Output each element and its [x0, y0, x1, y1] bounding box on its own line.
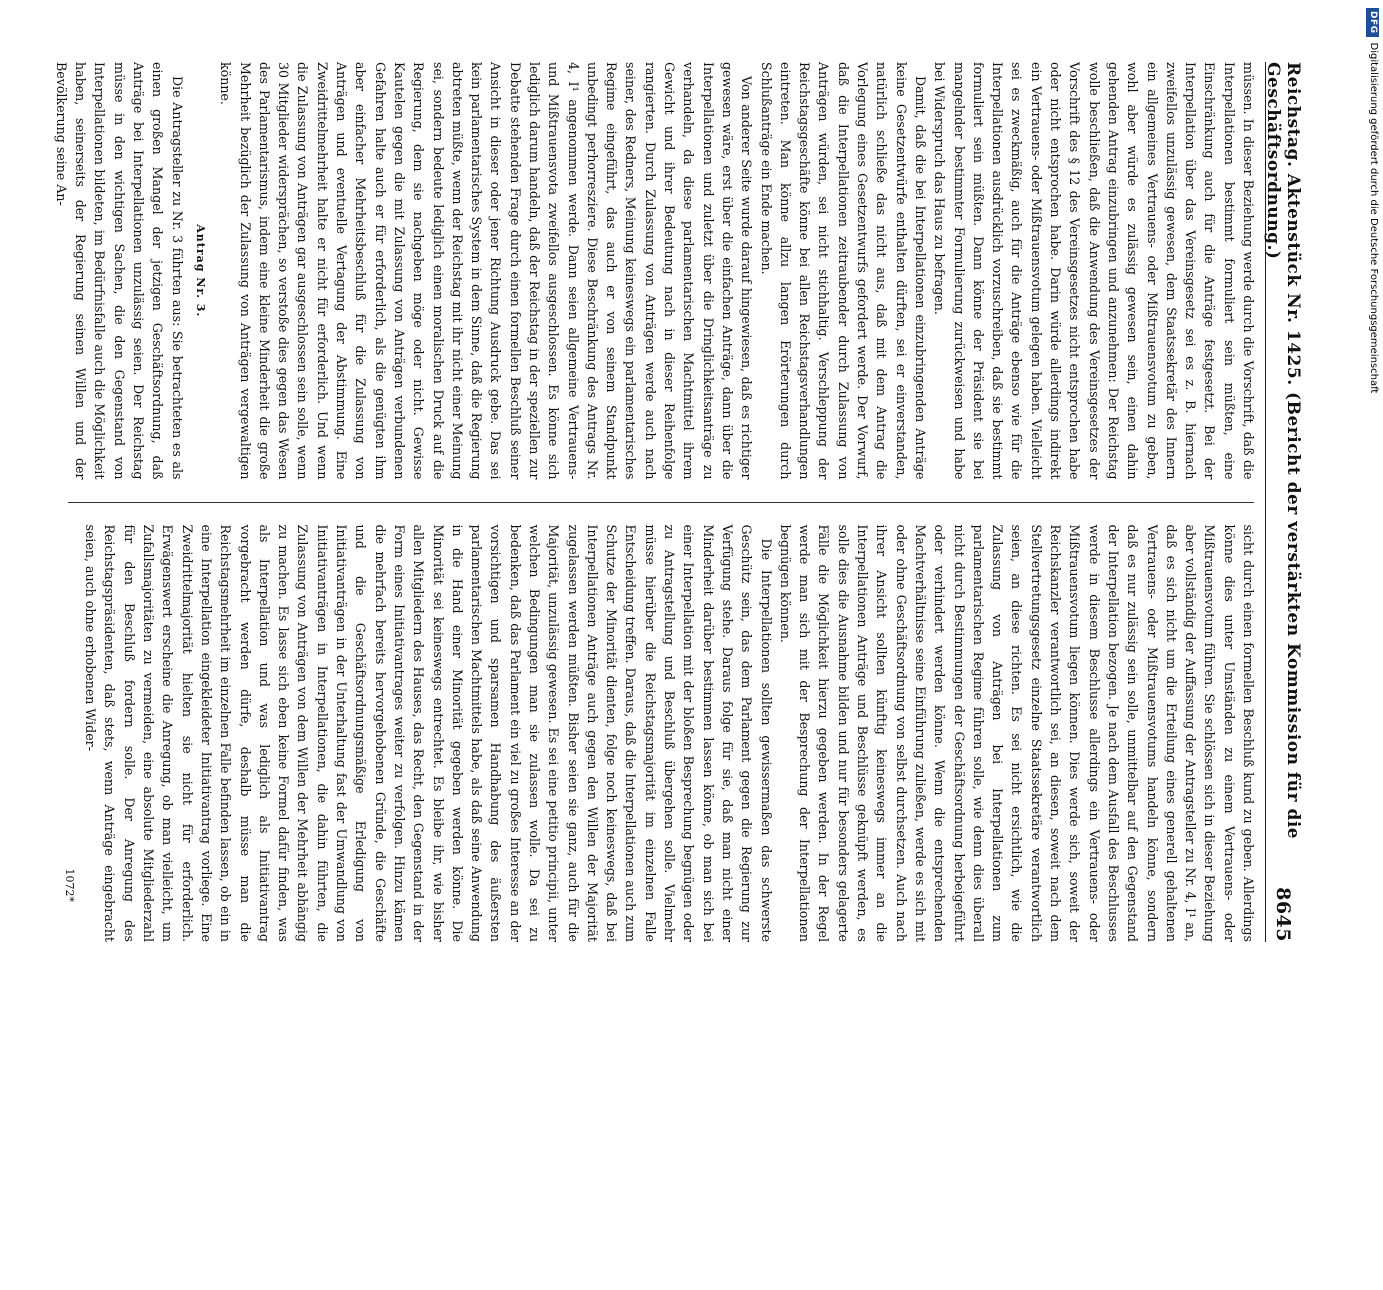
rotated-page-content: [53, 62, 1303, 942]
paragraph: sicht durch einen formellen Beschluß kund zu geben. Allerdings könne dies unter Umständen zu einem Vertrauens- oder Mißtrauensvotum führen. Sie schlössen sich in dieser Beziehung aber vollständig der Auffassung der Antragsteller zu Nr. 4, I¹ an, daß es sich nicht um die Erteilung eines generell gehaltenen Vertrauens- oder Mißtrauensvotums handeln könne, sondern daß es nur zulässig sein solle, unmittelbar auf den Gegenstand der Interpellation bezogen. Je nach dem Ausfall des Beschlusses werde in diesem Beschlusse allerdings ein Vertrauens- oder Mißtrauensvotum liegen können. Dies werde sich, soweit der Reichskanzler verantwortlich sei, an diesen, soweit nach dem Stellvertretungsgesetz einzelne Staatssekretäre verantwortlich seien, an diese richten. Es sei nicht ersichtlich, wie die Zulassung von Anträgen bei Interpellationen zum parlamentarischen Regime führen solle, wie denn dies überall nicht durch Bestimmungen der Geschäftsordnung herbeigeführt oder verhindert werden könne. Wenn die entsprechenden Machtverhältnisse seine Einführung zuließen, werde es sich mit oder ohne Geschäftsordnung von selbst durchsetzen. Auch nach ihrer Ansicht sollten künftig keineswegs immer an die Interpellationen Anträge und Beschlüsse geknüpft werden, es solle dies die Ausnahme bilden und nur für besonders gelagerte Fälle die Möglichkeit hierzu gegeben werden. In der Regel werde man sich mit der Besprechung der Interpellationen begnügen können.: [777, 524, 1256, 942]
paragraph: Damit, daß die bei Interpellationen einzubringenden Anträge keine Gesetzentwürfe enthalten dürften, sei er einverstanden, natürlich schließe das nicht aus, daß mit dem Antrag die Vorlegung eines Gesetzentwurfs gefordert werde. Der Vorwurf, daß die Interpellationen zeitraubender durch Zulassung von Anträgen würden, sei nicht stichhaltig. Verschleppung der Reichstagsgeschäfte könne bei allen Reichstagsverhandlungen eintreten. Man könne allzu langen Erörterungen durch Schlußanträge ein Ende machen.: [758, 62, 928, 480]
paragraph: Die Interpellationen sollten gewissermaßen das schwerste Geschütz sein, das dem Parlament gegen die Regierung zur Verfügung stehe. Daraus folge für sie, daß man nicht einer Minderheit darüber bestimmen lassen könne, ob man sich bei einer Interpellation mit der bloßen Besprechung begnügen oder zu Antragstellung und Beschluß übergehen solle. Vielmehr müsse hierüber die Reichstagsmajorität im einzelnen Falle Entscheidung treffen. Daraus, daß die Interpellationen auch zum Schutze der Minorität dienten, folge noch keineswegs, daß bei Interpellationen Anträge auch gegen den Willen der Majorität zugelassen werden müßten. Bisher seien sie ganz, auch für die Majorität, unzulässig gewesen. Es sei eine petitio principii, unter welchen Bedingungen man sie zulassen wolle. Da sei zu bedenken, daß das Parlament ein viel zu großes Interesse an der vorsichtigen und sparsamen Handhabung des äußersten parlamentarischen Machtmittels habe, als daß seine Anwendung in die Hand einer Minorität gegeben werden könne. Die Minorität sei keineswegs entrechtet. Es bleibe ihr, wie bisher allen Mitgliedern des Hauses, das Recht, den Gegenstand in der Form eines Initiativantrages weiter zu verfolgen. Hinzu kämen die mehrfach bereits hervorgehobenen Gründe, die Geschäfte und die Geschäftsordnungsmäßige Erledigung von Initiativanträgen in der Unterhaltung fast der Umwandlung von Initiativanträgen in Interpellationen, die dahin führten, die Zulassung von Anträgen von dem Willen der Mehrheit abhängig zu machen. Es lasse sich eben keine Formel dafür finden, was als Interpellation und was lediglich als Initiativantrag vorgebracht werden dürfe, deshalb müsse man die Reichstagsmehrheit im einzelnen Falle befinden lassen, ob ein in eine Interpellation eingekleideter Initiativantrag vorliege. Eine Zweidrittelmajorität hielten sie nicht für erforderlich. Erwägenswert erscheine die Anregung, ob man vielleicht, um Zufallsmajoritäten zu vermeiden, eine absolute Mitgliederzahl für den Beschluß fordern solle. Der Anregung des Reichstagspräsidenten, daß stets, wenn Anträge eingebracht seien, auch ohne erhobenen Wider-: [83, 524, 774, 942]
section-subheading: Antrag Nr. 3.: [193, 224, 207, 318]
right-column: [63, 524, 1258, 943]
running-header: [1263, 62, 1303, 942]
paragraph: Die Antragsteller zu Nr. 3 führten aus: Sie betrachteten es als einen großen Mangel der jetzigen Geschäftsordnung, daß Anträge bei Interpellationen unzulässig seien. Der Reichstag müsse in den wichtigen Sachen, die den Gegenstand von Interpellationen bildeten, im Bedürfnisfalle auch die Möglichkeit haben, seinerseits der Regierung seinen Willen und der Bevölkerung seine An-: [53, 62, 185, 480]
column-divider: [68, 502, 1254, 503]
page-number: 8645: [1272, 887, 1294, 942]
header-title: Reichstag. Aktenstück Nr. 1425. (Bericht der verstärkten Kommission für die Geschäftsordnung.): [1263, 62, 1303, 840]
credit-text: Digitalisierung gefördert durch die Deutsche Forschungsgemeinschaft: [1368, 42, 1379, 394]
left-column: [53, 62, 1258, 480]
digitization-credit: [1366, 8, 1380, 988]
paragraph: müssen. In dieser Beziehung werde durch die Vorschrift, daß die Interpellationen bestimmt formuliert sein müßten, eine Einschränkung auch für die Anträge festgesetzt. Bei der Interpellation über das Vereinsgesetz sei es z. B. hiernach zweifellos unzulässig gewesen, dem Staatssekretär des Innern ein allgemeines Vertrauens- oder Mißtrauensvotum zu geben, wohl aber würde es zulässig gewesen sein, einen dahin gehenden Antrag einzubringen und anzunehmen: Der Reichstag wolle beschließen, daß die Anwendung des Vereinsgesetzes der Vorschrift des § 12 des Vereinsgesetzes nicht entsprochen habe oder nicht entsprochen habe. Darin würde allerdings indirekt ein Vertrauens- oder Mißtrauensvotum gelegen haben. Vielleicht sei es zweckmäßig, auch für die Anträge ebenso wie für die Interpellationen ausdrücklich vorzuschreiben, daß sie bestimmt formuliert sein müßten. Dann könne der Präsident sie bei mangelnder bestimmter Formulierung zurückweisen und habe bei Widerspruch das Haus zu befragen.: [932, 62, 1256, 480]
text-columns: [53, 62, 1258, 942]
dfg-logo: DFG: [1367, 8, 1380, 37]
paragraph: Von anderer Seite wurde darauf hingewiesen, daß es richtiger gewesen wäre, erst über die einfachen Anträge, dann über die Interpellationen und zuletzt über die Dringlichkeitsanträge zu verhandeln, da diese parlamentarischen Machtmittel ihrem Gewicht und ihrer Bedeutung nach in dieser Reihenfolge rangierten. Durch Zulassung von Anträgen werde auch nach seiner, des Redners, Meinung keineswegs ein parlamentarisches Regime eingeführt, das auch er von seinem Standpunkt unbedingt perhorresziere. Diese Beschränkung des Antrags Nr. 4, I¹ angenommen werde. Dann seien allgemeine Vertrauens- und Mißtrauensvota zweifellos ausgeschlossen. Es könne sich lediglich darum handeln, daß der Reichstag in der speziellen zur Debatte stehenden Frage durch einen formellen Beschluß seiner Ansicht in dieser oder jener Richtung Ausdruck gebe. Das sei kein parlamentarisches System in dem Sinne, daß die Regierung abtreten müßte, wenn der Reichstag mit ihr nicht einer Meinung sei, sondern bedeute lediglich einen moralischen Druck auf die Regierung, dem sie nachgeben möge oder nicht. Gewisse Kautelen gegen die mit Zulassung von Anträgen verbundenen Gefahren halte auch er für erforderlich, als die genügten ihm aber einfacher Mehrheitsbeschluß für die Zulassung von Anträgen und eventuelle Vertagung der Abstimmung. Eine Zweidrittelmehrheit halte er nicht für erforderlich. Und wenn die Zulassung von Anträgen gar ausgeschlossen sein solle, wenn 30 Mitglieder widersprächen, so verstoße dies gegen das Wesen des Parlamentarismus, indem eine kleine Minderheit die große Mehrheit bezüglich der Zulassung von Anträgen vergewaltigen könne.: [218, 62, 755, 480]
scanned-page: [53, 62, 1350, 1290]
signature-mark: 1072*: [63, 868, 77, 902]
